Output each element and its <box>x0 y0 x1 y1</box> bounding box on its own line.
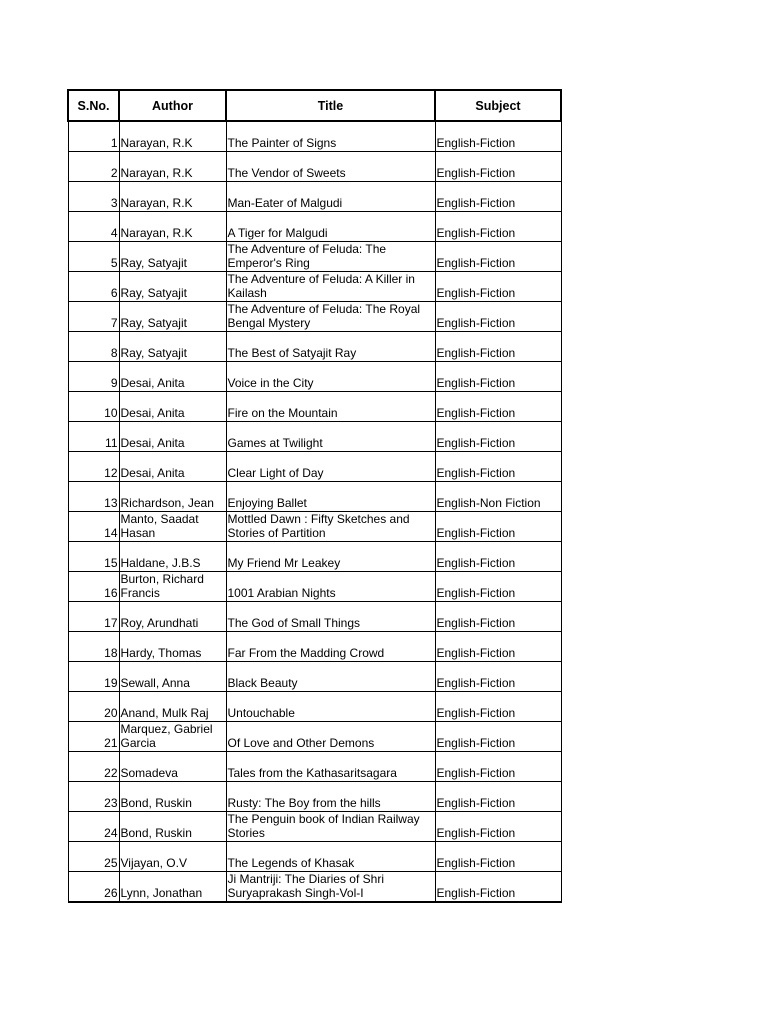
cell-author: Ray, Satyajit <box>119 272 226 302</box>
cell-author: Ray, Satyajit <box>119 332 226 362</box>
table-row <box>68 782 561 812</box>
cell-subject: English-Fiction <box>435 512 561 542</box>
cell-subject: English-Fiction <box>435 272 561 302</box>
cell-subject: English-Fiction <box>435 182 561 212</box>
table-row <box>68 812 561 842</box>
table-row <box>68 121 561 152</box>
header-row <box>68 90 561 121</box>
cell-subject: English-Non Fiction <box>435 482 561 512</box>
cell-title: The Adventure of Feluda: The Emperor's Ring <box>226 242 435 272</box>
cell-sno: 15 <box>68 542 119 572</box>
cell-subject: English-Fiction <box>435 692 561 722</box>
cell-sno: 10 <box>68 392 119 422</box>
cell-subject: English-Fiction <box>435 332 561 362</box>
cell-title: Of Love and Other Demons <box>226 722 435 752</box>
cell-sno: 24 <box>68 812 119 842</box>
table-row <box>68 422 561 452</box>
cell-title: Rusty: The Boy from the hills <box>226 782 435 812</box>
table-row <box>68 272 561 302</box>
cell-author: Narayan, R.K <box>119 182 226 212</box>
cell-subject: English-Fiction <box>435 242 561 272</box>
cell-author: Desai, Anita <box>119 392 226 422</box>
table-row <box>68 392 561 422</box>
cell-author: Desai, Anita <box>119 422 226 452</box>
cell-subject: English-Fiction <box>435 302 561 332</box>
cell-sno: 25 <box>68 842 119 872</box>
cell-sno: 1 <box>68 121 119 152</box>
cell-author: Ray, Satyajit <box>119 302 226 332</box>
cell-sno: 4 <box>68 212 119 242</box>
table-row <box>68 362 561 392</box>
cell-title: Black Beauty <box>226 662 435 692</box>
cell-sno: 23 <box>68 782 119 812</box>
cell-sno: 7 <box>68 302 119 332</box>
cell-subject: English-Fiction <box>435 722 561 752</box>
cell-sno: 13 <box>68 482 119 512</box>
cell-sno: 2 <box>68 152 119 182</box>
cell-title: Games at Twilight <box>226 422 435 452</box>
table-row <box>68 482 561 512</box>
book-list-table <box>67 89 562 903</box>
cell-sno: 16 <box>68 572 119 602</box>
cell-sno: 11 <box>68 422 119 452</box>
cell-subject: English-Fiction <box>435 392 561 422</box>
cell-author: Bond, Ruskin <box>119 812 226 842</box>
cell-subject: English-Fiction <box>435 662 561 692</box>
cell-author: Desai, Anita <box>119 362 226 392</box>
cell-subject: English-Fiction <box>435 812 561 842</box>
cell-subject: English-Fiction <box>435 632 561 662</box>
table-row <box>68 872 561 903</box>
cell-sno: 3 <box>68 182 119 212</box>
cell-title: The God of Small Things <box>226 602 435 632</box>
table-row <box>68 752 561 782</box>
cell-title: The Painter of Signs <box>226 121 435 152</box>
cell-author: Desai, Anita <box>119 452 226 482</box>
cell-title: Ji Mantriji: The Diaries of Shri Suryaprakash Singh-Vol-I <box>226 872 435 903</box>
table-row <box>68 542 561 572</box>
cell-subject: English-Fiction <box>435 542 561 572</box>
cell-title: The Legends of Khasak <box>226 842 435 872</box>
cell-title: Man-Eater of Malgudi <box>226 182 435 212</box>
cell-subject: English-Fiction <box>435 212 561 242</box>
cell-subject: English-Fiction <box>435 121 561 152</box>
cell-title: Voice in the City <box>226 362 435 392</box>
cell-sno: 26 <box>68 872 119 903</box>
table-row <box>68 632 561 662</box>
cell-title: Enjoying Ballet <box>226 482 435 512</box>
cell-subject: English-Fiction <box>435 842 561 872</box>
table-row <box>68 182 561 212</box>
cell-author: Bond, Ruskin <box>119 782 226 812</box>
cell-sno: 19 <box>68 662 119 692</box>
header-author: Author <box>119 90 226 121</box>
cell-title: The Best of Satyajit Ray <box>226 332 435 362</box>
cell-author: Burton, Richard Francis <box>119 572 226 602</box>
table-row <box>68 302 561 332</box>
cell-sno: 5 <box>68 242 119 272</box>
table-row <box>68 152 561 182</box>
cell-sno: 18 <box>68 632 119 662</box>
cell-title: Far From the Madding Crowd <box>226 632 435 662</box>
header-sno: S.No. <box>68 90 119 121</box>
table-row <box>68 212 561 242</box>
cell-author: Narayan, R.K <box>119 212 226 242</box>
cell-title: The Penguin book of Indian Railway Stories <box>226 812 435 842</box>
cell-author: Haldane, J.B.S <box>119 542 226 572</box>
cell-author: Marquez, Gabriel Garcia <box>119 722 226 752</box>
cell-author: Ray, Satyajit <box>119 242 226 272</box>
cell-subject: English-Fiction <box>435 422 561 452</box>
cell-title: The Vendor of Sweets <box>226 152 435 182</box>
cell-title: My Friend Mr Leakey <box>226 542 435 572</box>
cell-subject: English-Fiction <box>435 362 561 392</box>
cell-author: Narayan, R.K <box>119 152 226 182</box>
cell-sno: 21 <box>68 722 119 752</box>
cell-author: Roy, Arundhati <box>119 602 226 632</box>
cell-author: Richardson, Jean <box>119 482 226 512</box>
table-row <box>68 512 561 542</box>
cell-subject: English-Fiction <box>435 572 561 602</box>
cell-title: The Adventure of Feluda: The Royal Bengal Mystery <box>226 302 435 332</box>
cell-title: Untouchable <box>226 692 435 722</box>
cell-sno: 9 <box>68 362 119 392</box>
cell-author: Sewall, Anna <box>119 662 226 692</box>
table-row <box>68 842 561 872</box>
table-row <box>68 662 561 692</box>
header-title: Title <box>226 90 435 121</box>
cell-author: Hardy, Thomas <box>119 632 226 662</box>
cell-title: Clear Light of Day <box>226 452 435 482</box>
cell-sno: 17 <box>68 602 119 632</box>
cell-title: The Adventure of Feluda: A Killer in Kailash <box>226 272 435 302</box>
cell-subject: English-Fiction <box>435 602 561 632</box>
cell-sno: 20 <box>68 692 119 722</box>
cell-author: Manto, Saadat Hasan <box>119 512 226 542</box>
cell-subject: English-Fiction <box>435 452 561 482</box>
cell-title: Fire on the Mountain <box>226 392 435 422</box>
table-row <box>68 692 561 722</box>
cell-author: Lynn, Jonathan <box>119 872 226 903</box>
cell-author: Vijayan, O.V <box>119 842 226 872</box>
cell-subject: English-Fiction <box>435 752 561 782</box>
cell-title: 1001 Arabian Nights <box>226 572 435 602</box>
cell-subject: English-Fiction <box>435 872 561 903</box>
cell-sno: 14 <box>68 512 119 542</box>
cell-sno: 22 <box>68 752 119 782</box>
cell-author: Anand, Mulk Raj <box>119 692 226 722</box>
header-subject: Subject <box>435 90 561 121</box>
table-body <box>68 121 561 902</box>
table-row <box>68 242 561 272</box>
cell-title: Tales from the Kathasaritsagara <box>226 752 435 782</box>
cell-title: A Tiger for Malgudi <box>226 212 435 242</box>
table-row <box>68 452 561 482</box>
cell-sno: 6 <box>68 272 119 302</box>
cell-author: Somadeva <box>119 752 226 782</box>
cell-title: Mottled Dawn : Fifty Sketches and Stories of Partition <box>226 512 435 542</box>
cell-sno: 12 <box>68 452 119 482</box>
cell-subject: English-Fiction <box>435 782 561 812</box>
cell-subject: English-Fiction <box>435 152 561 182</box>
table-row <box>68 332 561 362</box>
cell-sno: 8 <box>68 332 119 362</box>
cell-author: Narayan, R.K <box>119 121 226 152</box>
table-row <box>68 602 561 632</box>
table-row <box>68 572 561 602</box>
table-row <box>68 722 561 752</box>
